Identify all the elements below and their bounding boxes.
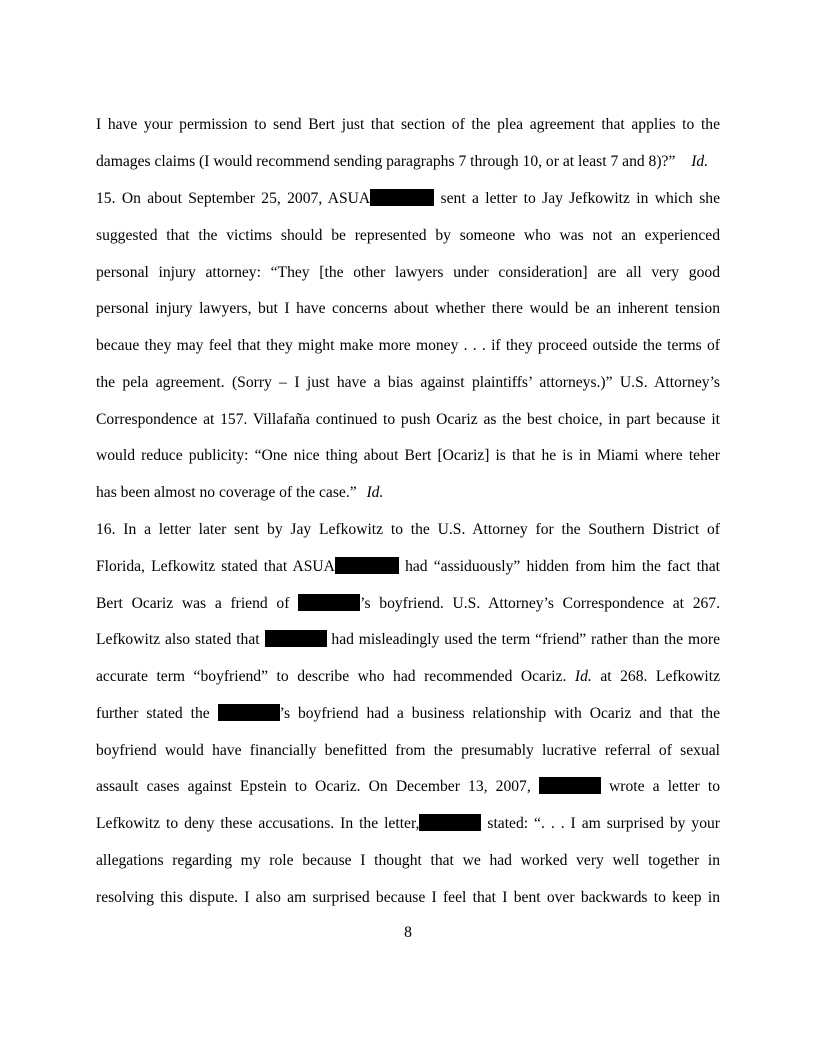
text-line: the pela agreement. (Sorry – I just have a bias against plaintiffs’ attorneys.)” U.S. Attorney’s xyxy=(96,374,720,391)
text-line: Correspondence at 157. Villafaña continued to push Ocariz as the best choice, in part because it xyxy=(96,411,720,428)
redaction-block xyxy=(419,814,481,831)
text-line: damages claims (I would recommend sending paragraphs 7 through 10, or at least 7 and 8)?” Id. xyxy=(96,153,709,170)
text-line: further stated the ’s boyfriend had a business relationship with Ocariz and that the xyxy=(96,705,720,722)
text-line: Lefkowitz to deny these accusations. In the letter, stated: “. . . I am surprised by your xyxy=(96,815,720,832)
text-line: allegations regarding my role because I thought that we had worked very well together in xyxy=(96,852,720,869)
text-line: becaue they may feel that they might make more money . . . if they proceed outside the terms of xyxy=(96,337,720,354)
page-number: 8 xyxy=(404,924,412,941)
redaction-block xyxy=(370,189,434,206)
text-line: personal injury attorney: “They [the other lawyers under consideration] are all very good xyxy=(96,264,720,281)
text-line: Florida, Lefkowitz stated that ASUA had “assiduously” hidden from him the fact that xyxy=(96,558,720,575)
text-line: Lefkowitz also stated that had misleadingly used the term “friend” rather than the more xyxy=(96,631,720,648)
text-line: has been almost no coverage of the case.” Id. xyxy=(96,484,384,501)
text-line: Bert Ocariz was a friend of ’s boyfriend. U.S. Attorney’s Correspondence at 267. xyxy=(96,595,720,612)
redaction-block xyxy=(539,777,601,794)
paragraph-16-start: 16. In a letter later sent by Jay Lefkowitz to the U.S. Attorney for the Southern District of xyxy=(96,521,720,538)
citation-id: Id. xyxy=(574,668,592,685)
text-line: resolving this dispute. I also am surprised because I feel that I bent over backwards to keep in xyxy=(96,889,720,906)
citation-id: Id. xyxy=(691,153,709,170)
citation-id: Id. xyxy=(366,484,384,501)
text-line: assault cases against Epstein to Ocariz. On December 13, 2007, wrote a letter to xyxy=(96,778,720,795)
text-line: I have your permission to send Bert just that section of the plea agreement that applies to the xyxy=(96,116,720,133)
text-line: would reduce publicity: “One nice thing about Bert [Ocariz] is that he is in Miami where teher xyxy=(96,447,720,464)
text-line: boyfriend would have financially benefitted from the presumably lucrative referral of sexual xyxy=(96,742,720,759)
redaction-block xyxy=(335,557,399,574)
text-line: accurate term “boyfriend” to describe who had recommended Ocariz. Id. at 268. Lefkowitz xyxy=(96,668,720,685)
text-line: suggested that the victims should be represented by someone who was not an experienced xyxy=(96,227,720,244)
redaction-block xyxy=(265,630,327,647)
redaction-block xyxy=(218,704,280,721)
text-line: personal injury lawyers, but I have concerns about whether there would be an inherent tension xyxy=(96,300,720,317)
redaction-block xyxy=(298,594,360,611)
paragraph-15-start: 15. On about September 25, 2007, ASUA sent a letter to Jay Jefkowitz in which she xyxy=(96,190,720,207)
